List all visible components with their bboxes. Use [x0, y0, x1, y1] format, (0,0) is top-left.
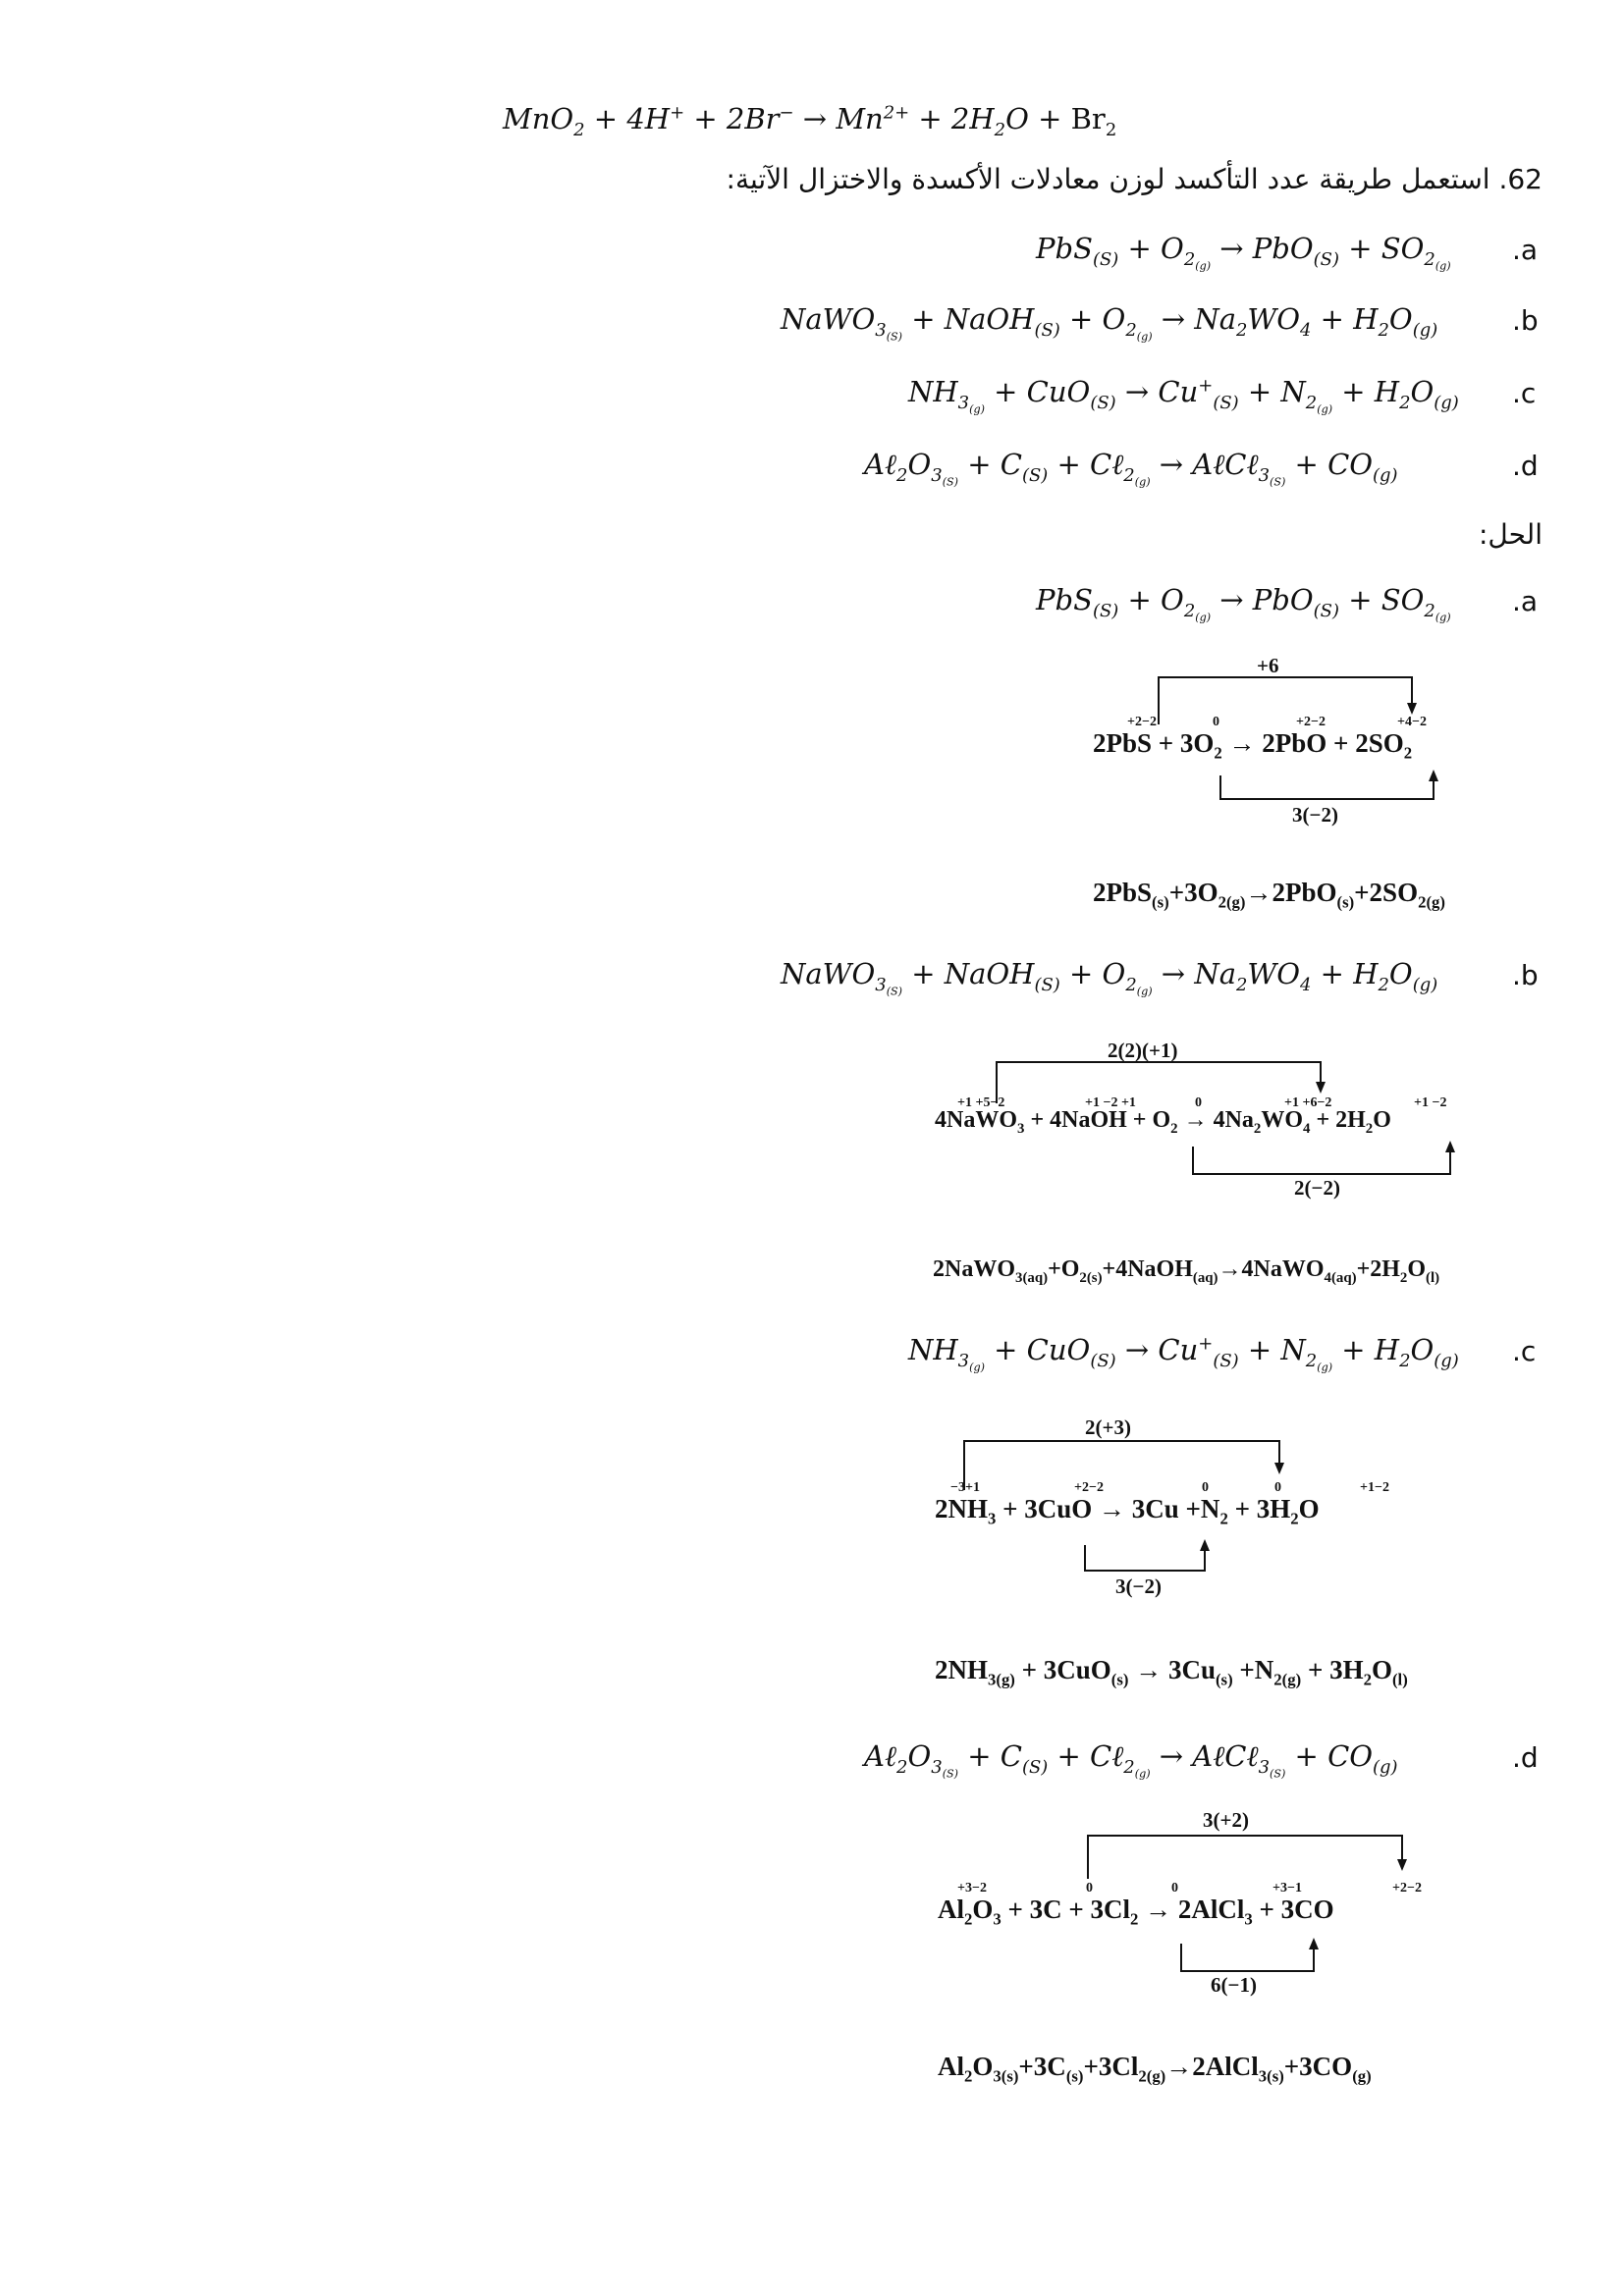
solution-a-equation: $PbS_{(S)} + O_{2_{(g)}} \to PbO_{(S)} + SO_{2_{(g)}}$ [1036, 583, 1451, 624]
ox-so2: +4−2 [1397, 715, 1427, 729]
ox-cuo: +2−2 [1074, 1480, 1104, 1495]
ox-naoh: +1 −2 +1 [1085, 1095, 1136, 1110]
ox-c: 0 [1086, 1881, 1093, 1896]
solution-b-bottom-label: 2(−2) [1294, 1176, 1340, 1200]
ox-alcl3: +3−1 [1272, 1881, 1302, 1896]
ox-h2o: +1 −2 [1414, 1095, 1447, 1110]
solution-d-diagram-equation: $Al_2O_3 + 3C + 3Cl_2$ → 2AlCl$_3$ + 3CO [938, 1895, 1334, 1929]
solution-a-balanced: $2PbS_{(s)}+3O_{2(g)}\to 2PbO_{(s)}+2SO_{2(g)}$ [1093, 878, 1445, 912]
ox-nawo3: +1 +5−2 [957, 1095, 1005, 1110]
solution-c-top-label: 2(+3) [1085, 1415, 1131, 1439]
part-a-equation: $PbS_{(S)} + O_{2_{(g)}} \to PbO_{(S)} + SO_{2_{(g)}}$ [1036, 232, 1451, 273]
solution-b-balanced: $2NaWO_{3(aq)}+O_{2(s)}+4NaOH_{(aq)}\to 4NaWO_{4(aq)}+2H_2O_{(l)}$ [933, 1256, 1440, 1286]
ox-n2: 0 [1274, 1480, 1281, 1495]
ox-pbs: +2−2 [1127, 715, 1157, 729]
solution-d-balanced: $Al_2O_{3(s)}+3C_{(s)}+3Cl_{2(g)}\to 2AlCl_{3(s)}+3CO_{(g)}$ [938, 2052, 1372, 2086]
solution-c-tag: .c [1512, 1335, 1537, 1367]
solution-d-top-label: 3(+2) [1203, 1808, 1249, 1832]
part-c-equation: $NH_{3_{(g)}} + CuO_{(S)} \to Cu^+_{(S)} + N_{2_{(g)}} + H_2O_{(g)}$ [908, 375, 1459, 416]
question-text: 62. استعمل طريقة عدد التأكسد لوزن معادلات الأكسدة والاختزال الآتية: [726, 163, 1543, 195]
solution-b-top-label: 2(2)(+1) [1108, 1039, 1178, 1062]
ox-o2-b: 0 [1195, 1095, 1202, 1110]
ox-al2o3: +3−2 [957, 1881, 987, 1896]
solution-a-tag: .a [1512, 585, 1539, 617]
solution-c-equation: $NH_{3_{(g)}} + CuO_{(S)} \to Cu^+_{(S)} + N_{2_{(g)}} + H_2O_{(g)}$ [908, 1333, 1459, 1374]
solution-d-equation: $A\ell_2O_{3_{(S)}} + C_{(S)}$ + Cℓ$_{2_{(g)}}$ → AℓCℓ$_{3_{(S)}}$ + $CO_{(g)}$ [864, 1739, 1398, 1781]
part-d-tag: .d [1512, 450, 1539, 482]
ox-cl2: 0 [1171, 1881, 1178, 1896]
part-b-equation: NaWO$_{3_{(S)}}$ + NaOH$_{(S)}$ + $O_{2_{(g)}} \to Na_2WO_4 + H_2O_{(g)}$ [781, 302, 1438, 344]
solution-c-bottom-label: 3(−2) [1115, 1575, 1162, 1598]
solution-b-diagram-equation: 4NaWO$_3$ + 4NaOH + $O_2 \to 4Na_2WO_4 + 2H_2O$ [935, 1107, 1391, 1137]
solution-d-tag: .d [1512, 1741, 1539, 1774]
ox-nh3: −3+1 [950, 1480, 980, 1495]
solution-b-equation: NaWO$_{3_{(S)}}$ + NaOH$_{(S)}$ + $O_{2_{(g)}} \to Na_2WO_4 + H_2O_{(g)}$ [781, 957, 1438, 998]
ox-na2wo4: +1 +6−2 [1284, 1095, 1332, 1110]
solution-a-top-label: +6 [1257, 654, 1279, 677]
part-c-tag: .c [1512, 377, 1537, 409]
solution-c-balanced: $2NH_{3(g)} + 3CuO_{(s)} \to 3Cu_{(s)} +N_{2(g)} + 3H_2O_{(l)}$ [935, 1655, 1408, 1689]
ox-h2o-c: +1−2 [1360, 1480, 1389, 1495]
ox-co: +2−2 [1392, 1881, 1422, 1896]
solution-c-diagram-equation: $2NH_3 + 3CuO \to 3Cu +N_2 + 3H_2O$ [935, 1494, 1320, 1528]
solution-a-bottom-label: 3(−2) [1292, 803, 1338, 827]
solution-label: الحل: [1478, 518, 1543, 551]
solution-d-bottom-label: 6(−1) [1211, 1973, 1257, 1997]
ox-o2: 0 [1213, 715, 1219, 729]
ox-pbo: +2−2 [1296, 715, 1326, 729]
solution-b-tag: .b [1512, 959, 1539, 991]
part-a-tag: .a [1512, 234, 1539, 266]
part-b-tag: .b [1512, 304, 1539, 337]
solution-a-diagram-equation: $2PbS + 3O_2 \to 2PbO + 2SO_2$ [1093, 728, 1413, 763]
top-equation: $MnO_2 + 4H^+ + 2Br^- \to Mn^{2+} + 2H_2O + Br_2$ [503, 102, 1117, 140]
ox-cu: 0 [1202, 1480, 1209, 1495]
part-d-equation: $A\ell_2O_{3_{(S)}} + C_{(S)}$ + Cℓ$_{2_{(g)}}$ → AℓCℓ$_{3_{(S)}}$ + $CO_{(g)}$ [864, 448, 1398, 489]
